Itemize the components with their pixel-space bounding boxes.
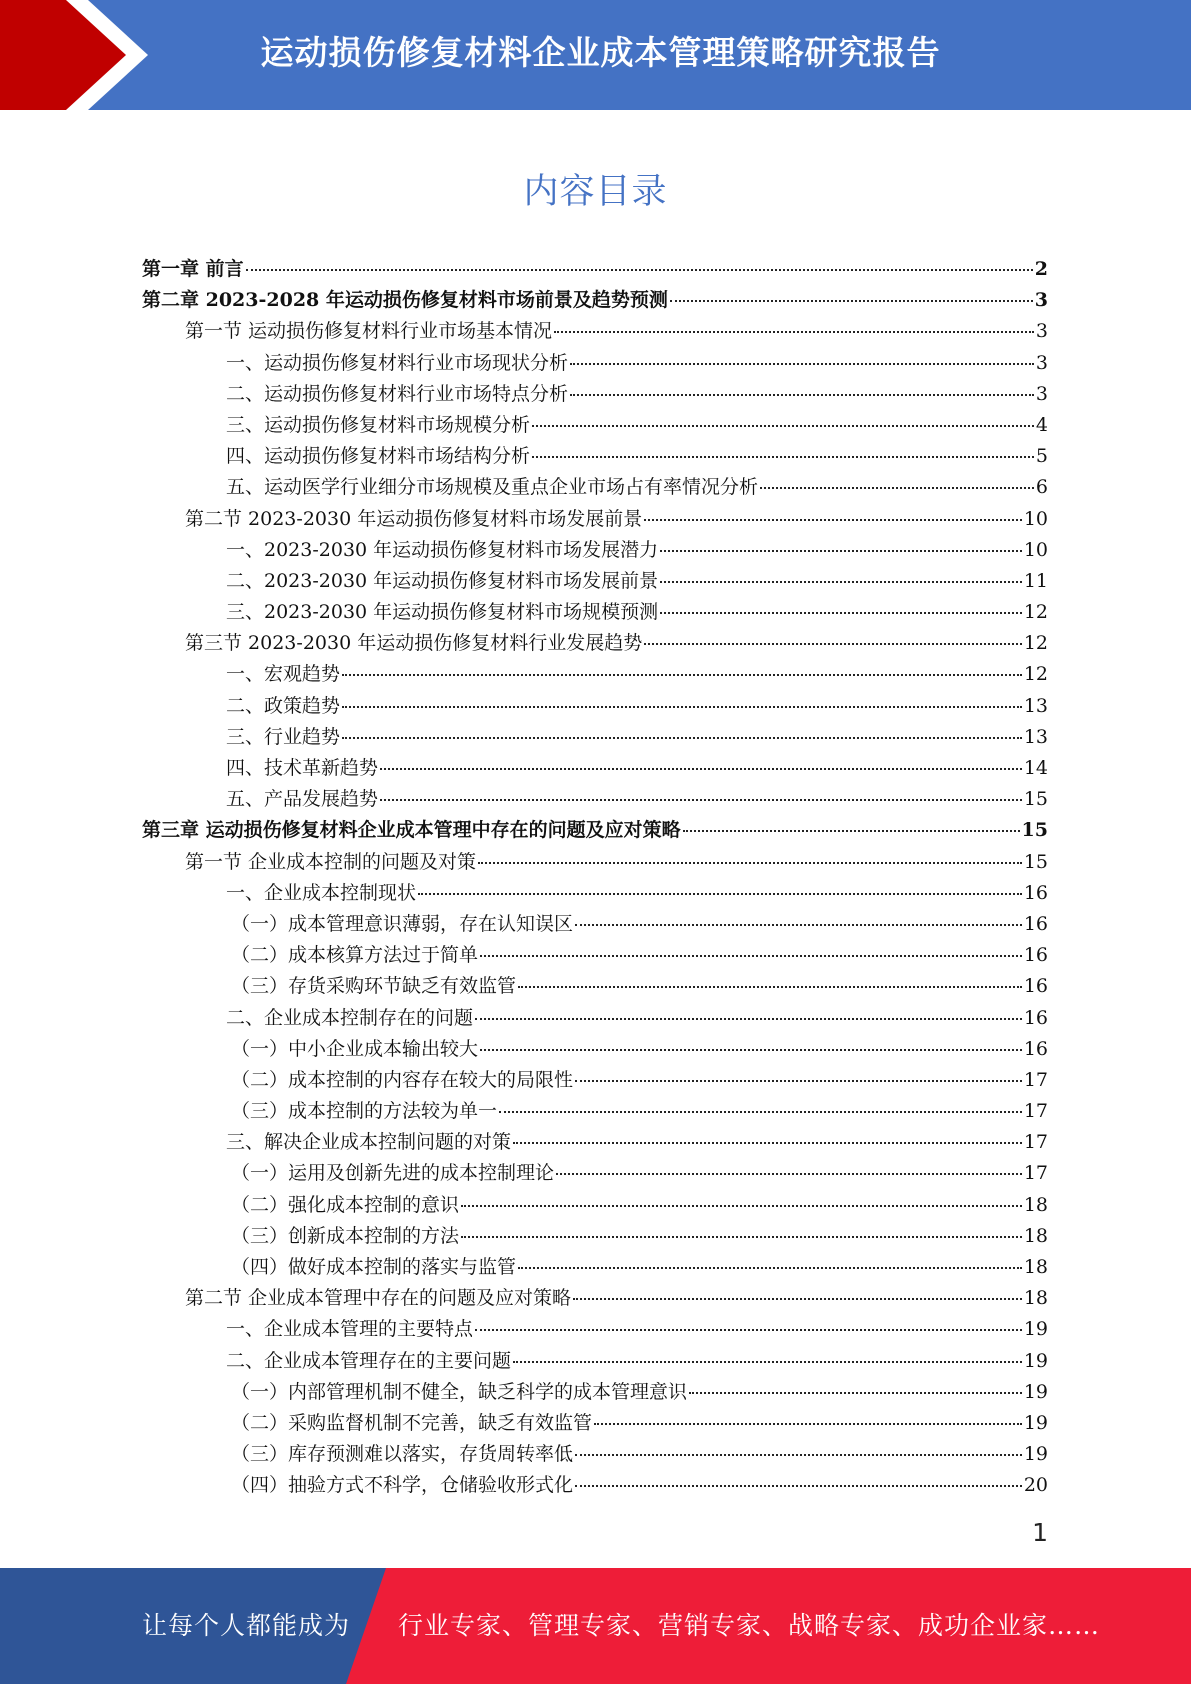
toc-entry[interactable] xyxy=(142,285,1048,316)
toc-entry-page: 5 xyxy=(1035,445,1048,468)
toc-entry-page: 16 xyxy=(1023,1037,1048,1060)
toc-entry-title: 第一节 运动损伤修复材料行业市场基本情况 xyxy=(185,320,553,343)
toc-entry-title: （四）抽验方式不科学，仓储验收形式化 xyxy=(231,1474,574,1497)
toc-entry[interactable] xyxy=(142,784,1048,815)
toc-dot-leader xyxy=(478,862,1022,864)
toc-dot-leader xyxy=(532,456,1034,458)
toc-dot-leader xyxy=(594,1423,1022,1425)
toc-entry-page: 16 xyxy=(1023,1006,1048,1029)
toc-entry-title: 三、2023-2030 年运动损伤修复材料市场规模预测 xyxy=(226,601,659,624)
toc-entry-title: （二）采购监督机制不完善，缺乏有效监管 xyxy=(231,1411,593,1434)
toc-dot-leader xyxy=(513,1361,1022,1363)
toc-entry[interactable] xyxy=(142,753,1048,784)
table-of-contents xyxy=(142,254,1048,1502)
toc-entry-title: （四）做好成本控制的落实与监管 xyxy=(231,1256,517,1278)
toc-dot-leader xyxy=(554,331,1034,333)
toc-dot-leader xyxy=(660,550,1022,552)
toc-dot-leader xyxy=(689,1392,1022,1394)
toc-entry-page: 2 xyxy=(1034,258,1048,280)
toc-entry-page: 19 xyxy=(1023,1443,1048,1466)
toc-dot-leader xyxy=(575,1454,1022,1456)
toc-entry-title: 第二章 2023-2028 年运动损伤修复材料市场前景及趋势预测 xyxy=(142,289,668,312)
toc-dot-leader xyxy=(760,487,1034,489)
toc-entry-page: 10 xyxy=(1023,507,1048,530)
toc-entry[interactable] xyxy=(142,316,1048,347)
toc-dot-leader xyxy=(480,955,1022,957)
toc-dot-leader xyxy=(342,737,1022,739)
toc-entry-title: 四、运动损伤修复材料市场结构分析 xyxy=(226,445,531,468)
toc-entry-page: 10 xyxy=(1023,538,1048,561)
toc-dot-leader xyxy=(570,394,1034,396)
toc-entry[interactable] xyxy=(142,628,1048,659)
toc-entry-title: （三）成本控制的方法较为单一 xyxy=(231,1100,498,1123)
toc-dot-leader xyxy=(342,706,1022,708)
toc-dot-leader xyxy=(475,1018,1022,1020)
toc-entry[interactable] xyxy=(142,1252,1048,1283)
toc-entry-title: 一、2023-2030 年运动损伤修复材料市场发展潜力 xyxy=(226,538,659,561)
toc-entry-page: 18 xyxy=(1023,1256,1048,1278)
toc-entry-page: 11 xyxy=(1023,569,1048,592)
toc-dot-leader xyxy=(499,1111,1022,1113)
toc-entry-title: 第一章 前言 xyxy=(142,258,244,280)
toc-entry-title: 第三节 2023-2030 年运动损伤修复材料行业发展趋势 xyxy=(185,632,643,655)
toc-entry-title: 第二节 2023-2030 年运动损伤修复材料市场发展前景 xyxy=(185,507,643,530)
toc-dot-leader xyxy=(573,1298,1022,1300)
toc-entry[interactable] xyxy=(142,1346,1048,1377)
toc-entry-page: 6 xyxy=(1035,476,1048,499)
toc-entry-title: （二）强化成本控制的意识 xyxy=(231,1193,460,1216)
toc-entry[interactable] xyxy=(142,410,1048,441)
toc-entry[interactable] xyxy=(142,1127,1048,1158)
toc-entry-page: 12 xyxy=(1023,601,1048,624)
toc-entry-title: 二、2023-2030 年运动损伤修复材料市场发展前景 xyxy=(226,569,659,592)
toc-dot-leader xyxy=(660,612,1022,614)
toc-entry[interactable] xyxy=(142,1096,1048,1127)
toc-dot-leader xyxy=(380,799,1022,801)
toc-entry-page: 12 xyxy=(1023,663,1048,686)
toc-entry-title: 一、企业成本控制现状 xyxy=(226,881,417,904)
toc-entry[interactable] xyxy=(142,348,1048,379)
toc-entry-title: （一）成本管理意识薄弱，存在认知误区 xyxy=(231,912,574,935)
toc-entry[interactable] xyxy=(142,722,1048,753)
toc-dot-leader xyxy=(380,768,1022,770)
toc-entry-page: 19 xyxy=(1023,1380,1048,1403)
toc-entry[interactable] xyxy=(142,379,1048,410)
toc-entry-page: 3 xyxy=(1035,382,1048,405)
toc-dot-leader xyxy=(342,674,1022,676)
toc-entry-title: 一、宏观趋势 xyxy=(226,663,341,686)
toc-dot-leader xyxy=(644,643,1022,645)
toc-entry[interactable] xyxy=(142,1408,1048,1439)
toc-entry-page: 19 xyxy=(1023,1318,1048,1341)
toc-entry[interactable] xyxy=(142,815,1048,846)
toc-entry-title: 一、企业成本管理的主要特点 xyxy=(226,1318,474,1341)
toc-entry-title: （三）库存预测难以落实，存货周转率低 xyxy=(231,1443,574,1466)
footer-banner xyxy=(0,1568,1191,1684)
footer-slogan-left: 让每个人都能成为 xyxy=(142,1611,351,1640)
toc-dot-leader xyxy=(518,986,1022,988)
toc-entry[interactable] xyxy=(142,504,1048,535)
toc-heading: 内容目录 xyxy=(523,172,668,212)
toc-entry-page: 15 xyxy=(1023,788,1048,811)
toc-entry[interactable] xyxy=(142,847,1048,878)
toc-entry[interactable] xyxy=(142,1034,1048,1065)
toc-entry[interactable] xyxy=(142,659,1048,690)
toc-entry-title: 二、企业成本管理存在的主要问题 xyxy=(226,1349,512,1372)
toc-entry[interactable] xyxy=(142,254,1048,285)
toc-entry[interactable] xyxy=(142,1283,1048,1314)
toc-entry[interactable] xyxy=(142,441,1048,472)
toc-entry[interactable] xyxy=(142,878,1048,909)
toc-entry-title: 三、行业趋势 xyxy=(226,725,341,748)
toc-entry-title: （一）中小企业成本输出较大 xyxy=(231,1037,479,1060)
toc-dot-leader xyxy=(246,269,1033,271)
toc-dot-leader xyxy=(513,1142,1022,1144)
page-number: 1 xyxy=(1032,1518,1048,1547)
toc-dot-leader xyxy=(418,893,1022,895)
toc-dot-leader xyxy=(570,363,1034,365)
toc-entry-title: 第一节 企业成本控制的问题及对策 xyxy=(185,850,477,873)
toc-entry[interactable] xyxy=(142,940,1048,971)
toc-entry-page: 16 xyxy=(1023,975,1048,998)
toc-dot-leader xyxy=(660,581,1022,583)
toc-entry[interactable] xyxy=(142,1221,1048,1252)
toc-entry-page: 20 xyxy=(1023,1474,1048,1497)
toc-entry[interactable] xyxy=(142,1314,1048,1345)
toc-entry-page: 17 xyxy=(1023,1100,1048,1123)
toc-entry[interactable] xyxy=(142,1065,1048,1096)
toc-entry-page: 4 xyxy=(1035,413,1048,436)
toc-dot-leader xyxy=(575,1080,1022,1082)
toc-entry[interactable] xyxy=(142,1158,1048,1189)
toc-entry-page: 16 xyxy=(1023,912,1048,935)
toc-dot-leader xyxy=(461,1236,1022,1238)
toc-dot-leader xyxy=(556,1173,1022,1175)
toc-entry-page: 18 xyxy=(1023,1287,1048,1310)
toc-entry-page: 15 xyxy=(1021,819,1048,842)
toc-entry-page: 14 xyxy=(1023,757,1048,779)
toc-entry[interactable] xyxy=(142,971,1048,1002)
toc-entry-page: 17 xyxy=(1023,1131,1048,1154)
toc-entry[interactable] xyxy=(142,1470,1048,1501)
toc-entry-title: （三）创新成本控制的方法 xyxy=(231,1224,460,1247)
toc-entry[interactable] xyxy=(142,1439,1048,1470)
toc-dot-leader xyxy=(575,924,1022,926)
toc-entry-page: 12 xyxy=(1023,632,1048,655)
toc-entry-title: 五、运动医学行业细分市场规模及重点企业市场占有率情况分析 xyxy=(226,476,759,499)
toc-entry[interactable] xyxy=(142,566,1048,597)
toc-entry-page: 19 xyxy=(1023,1349,1048,1372)
toc-entry-page: 17 xyxy=(1023,1162,1048,1185)
toc-entry[interactable] xyxy=(142,472,1048,503)
toc-dot-leader xyxy=(480,1049,1022,1051)
toc-entry-title: 三、解决企业成本控制问题的对策 xyxy=(226,1131,512,1154)
toc-entry-title: （一）运用及创新先进的成本控制理论 xyxy=(231,1162,555,1185)
toc-entry-page: 16 xyxy=(1023,944,1048,967)
toc-entry-page: 3 xyxy=(1035,351,1048,374)
toc-entry-title: 四、技术革新趋势 xyxy=(226,757,379,779)
toc-dot-leader xyxy=(475,1329,1022,1331)
toc-entry[interactable] xyxy=(142,691,1048,722)
toc-dot-leader xyxy=(518,1267,1022,1269)
toc-entry[interactable] xyxy=(142,909,1048,940)
toc-entry-title: 一、运动损伤修复材料行业市场现状分析 xyxy=(226,351,569,374)
toc-entry-title: 第二节 企业成本管理中存在的问题及应对策略 xyxy=(185,1287,572,1310)
toc-entry-title: （一）内部管理机制不健全，缺乏科学的成本管理意识 xyxy=(231,1380,688,1403)
toc-entry-title: 三、运动损伤修复材料市场规模分析 xyxy=(226,413,531,436)
toc-entry[interactable] xyxy=(142,597,1048,628)
toc-entry-page: 19 xyxy=(1023,1411,1048,1434)
toc-entry-page: 18 xyxy=(1023,1224,1048,1247)
toc-entry-page: 15 xyxy=(1023,850,1048,873)
toc-entry-title: （三）存货采购环节缺乏有效监管 xyxy=(231,975,517,998)
toc-entry[interactable] xyxy=(142,535,1048,566)
toc-entry[interactable] xyxy=(142,1003,1048,1034)
footer-slogan-right: 行业专家、管理专家、营销专家、战略专家、成功企业家…… xyxy=(398,1611,1101,1640)
report-title: 运动损伤修复材料企业成本管理策略研究报告 xyxy=(260,33,941,72)
toc-entry-title: 第三章 运动损伤修复材料企业成本管理中存在的问题及应对策略 xyxy=(142,819,681,842)
toc-dot-leader xyxy=(683,830,1020,832)
toc-entry-page: 13 xyxy=(1023,694,1048,717)
toc-entry-title: 二、政策趋势 xyxy=(226,694,341,717)
toc-entry-page: 13 xyxy=(1023,725,1048,748)
toc-entry-title: （二）成本控制的内容存在较大的局限性 xyxy=(231,1068,574,1091)
toc-entry-page: 17 xyxy=(1023,1068,1048,1091)
toc-entry-page: 3 xyxy=(1035,320,1048,343)
toc-dot-leader xyxy=(461,1205,1022,1207)
toc-entry-page: 3 xyxy=(1034,289,1048,312)
toc-entry-page: 18 xyxy=(1023,1193,1048,1216)
toc-dot-leader xyxy=(575,1485,1022,1487)
toc-dot-leader xyxy=(670,300,1033,302)
toc-entry-page: 16 xyxy=(1023,881,1048,904)
toc-entry-title: 五、产品发展趋势 xyxy=(226,788,379,811)
toc-entry[interactable] xyxy=(142,1377,1048,1408)
toc-dot-leader xyxy=(532,425,1034,427)
header-banner xyxy=(0,0,1191,110)
toc-dot-leader xyxy=(644,519,1022,521)
toc-entry-title: 二、企业成本控制存在的问题 xyxy=(226,1006,474,1029)
toc-entry-title: 二、运动损伤修复材料行业市场特点分析 xyxy=(226,382,569,405)
toc-entry-title: （二）成本核算方法过于简单 xyxy=(231,944,479,967)
toc-entry[interactable] xyxy=(142,1190,1048,1221)
